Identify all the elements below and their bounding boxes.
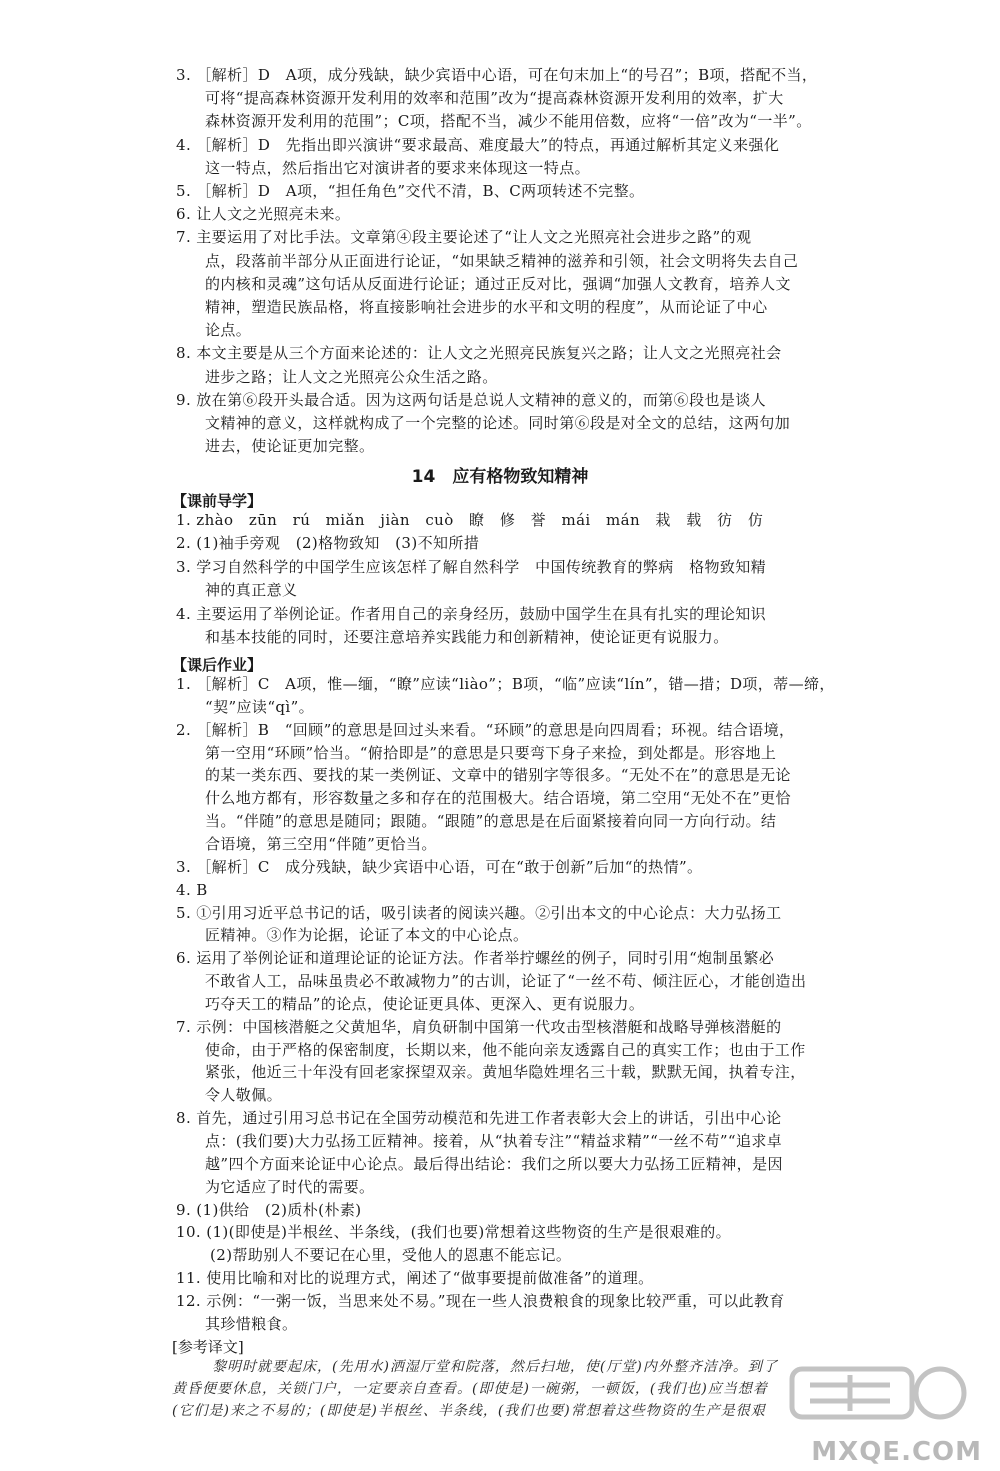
- text-line: (2)帮助别人不要记在心里，受他人的恩惠不能忘记。: [210, 1246, 572, 1265]
- text-line: 7. 主要运用了对比手法。文章第④段主要论述了“让人文之光照亮社会进步之路”的观: [176, 228, 752, 247]
- text-line: 合语境，第三空用“伴随”更恰当。: [205, 834, 437, 853]
- text-line: (它们是)来之不易的；(即使是)半根丝、半条线，(我们也要)常想着这些物资的生产是很艰: [172, 1403, 766, 1419]
- text-line: 匠精神。③作为论据，论证了本文的中心论点。: [205, 926, 529, 945]
- watermark-text: MXQE.COM: [811, 1437, 982, 1467]
- text-line: 文精神的意义，这样就构成了一个完整的论述。同时第⑥段是对全文的总结，这两句加: [205, 414, 791, 432]
- text-line: 3. 学习自然科学的中国学生应该怎样了解自然科学 中国传统教育的弊病 格物致知精: [176, 557, 767, 576]
- text-line: 当。“伴随”的意思是随同；跟随。“跟随”的意思是在后面紧接着向同一方向行动。结: [205, 812, 777, 831]
- text-line: 8. 首先，通过引用习总书记在全国劳动模范和先进工作者表彰大会上的讲话，引出中心论: [176, 1109, 782, 1128]
- text-line: 7. 示例：中国核潜艇之父黄旭华，肩负研制中国第一代攻击型核潜艇和战略导弹核潜艇的: [176, 1017, 782, 1036]
- text-line: 第一空用“环顾”恰当。“俯拾即是”的意思是只要弯下身子来捡，到处都是。形容地上: [205, 743, 777, 762]
- text-line: 4. 主要运用了举例论证。作者用自己的亲身经历，鼓励中国学生在具有扎实的理论知识: [176, 604, 767, 623]
- text-line: 黄昏便要休息，关锁门户，一定要亲自查看。(即使是)一碗粥，一顿饭，(我们也)应当想着: [172, 1381, 768, 1397]
- text-line: 4. B: [176, 880, 208, 899]
- text-line: “契”应读“qì”。: [205, 697, 315, 716]
- text-line: 不敢省人工，品味虽贵必不敢减物力”的古训，论证了“一丝不苟、倾注匠心，才能创造出: [205, 972, 807, 991]
- text-line: 点：(我们要)大力弘扬工匠精神。接着，从“执着专注”“精益求精”“一丝不苟”“追求卓: [205, 1132, 783, 1150]
- text-line: 可将“提高森林资源开发利用的效率和范围”改为“提高森林资源开发利用的效率，扩大: [205, 89, 784, 108]
- text-line: 9. (1)供给 (2)质朴(朴素): [176, 1200, 362, 1219]
- text-line: 这一特点，然后指出它对演讲者的要求来体现这一特点。: [205, 158, 591, 177]
- text-line: 越”四个方面来论证中心论点。最后得出结论：我们之所以要大力弘扬工匠精神，是因: [205, 1154, 783, 1173]
- text-line: 精神，塑造民族品格，将直接影响社会进步的水平和文明的程度”，从而论证了中心: [205, 298, 768, 316]
- text-line: 森林资源开发利用的范围”；C项，搭配不当，减少不能用倍数，应将“一倍”改为“一半”。: [205, 112, 812, 131]
- text-line: 巧夺天工的精品”的论点，使论证更具体、更深入、更有说服力。: [205, 994, 645, 1013]
- text-line: 2. (1)袖手旁观 (2)格物致知 (3)不知所措: [176, 534, 480, 553]
- text-line: 6. 让人文之光照亮未来。: [176, 205, 351, 224]
- text-line: 4. ［解析］D 先指出即兴演讲“要求最高、难度最大”的特点，再通过解析其定义来强化: [176, 135, 780, 154]
- text-line: 点，段落前半部分从正面进行论证，“如果缺乏精神的滋养和引领，社会文明将失去自己: [205, 251, 799, 270]
- pre-study-heading: 【课前导学】: [172, 492, 263, 510]
- text-line: 紧张，他近三十年没有回老家探望双亲。黄旭华隐姓埋名三十载，默默无闻，执着专注，: [205, 1063, 806, 1082]
- text-line: 进步之路；让人文之光照亮公众生活之路。: [205, 367, 498, 386]
- text-line: 进去，使论证更加完整。: [205, 437, 375, 456]
- text-line: 5. ①引用习近平总书记的话，吸引读者的阅读兴趣。②引出本文的中心论点：大力弘扬工: [176, 903, 782, 922]
- text-line: 令人敬佩。: [205, 1086, 283, 1105]
- text-line: 的内核和灵魂”这句话从反面进行论证；通过正反对比，强调“加强人文教育，培养人文: [205, 274, 791, 293]
- text-line: 黎明时就要起床，(先用水)洒湿厅堂和院落，然后扫地，使(厅堂)内外整齐洁净。到了: [212, 1359, 778, 1375]
- text-line: 6. 运用了举例论证和道理论证的论证方法。作者举拧螺丝的例子，同时引用“炮制虽繁必: [176, 949, 775, 968]
- text-line: 和基本技能的同时，还要注意培养实践能力和创新精神，使论证更有说服力。: [205, 628, 729, 646]
- text-line: 3. ［解析］D A项，成分残缺，缺少宾语中心语，可在句末加上“的号召”；B项，搭配不当，: [176, 66, 818, 84]
- text-line: 的某一类东西、要找的某一类例证、文章中的错别字等很多。“无处不在”的意思是无论: [205, 766, 791, 785]
- text-line: 1. ［解析］C A项，惟—缅，“瞭”应读“liào”；B项，“临”应读“lín”，错—措；D项，蒂—缔，: [176, 675, 835, 693]
- homework-heading: 【课后作业】: [172, 656, 263, 674]
- text-line: 2. ［解析］B “回顾”的意思是回过头来看。“环顾”的意思是向四周看；环视。结合语境，: [176, 720, 795, 739]
- text-line: 8. 本文主要是从三个方面来论述的：让人文之光照亮民族复兴之路；让人文之光照亮社会: [176, 344, 782, 363]
- reference-translation-heading: [参考译文]: [172, 1338, 244, 1356]
- lesson-title: 14 应有格物致知精神: [411, 467, 589, 487]
- text-line: 3. ［解析］C 成分残缺，缺少宾语中心语，可在“敢于创新”后加“的热情”。: [176, 857, 703, 876]
- text-line: 5. ［解析］D A项，“担任角色”交代不清，B、C两项转述不完整。: [176, 182, 645, 200]
- text-line: 9. 放在第⑥段开头最合适。因为这两句话是总说人文精神的意义的，而第⑥段也是谈人: [176, 390, 767, 409]
- text-line: 1. zhào zūn rú miǎn jiàn cuò 瞭 修 誉 mái mán 栽 载 彷 仿: [176, 511, 764, 529]
- text-line: 论点。: [205, 321, 252, 340]
- text-line: 使命，由于严格的保密制度，长期以来，他不能向亲友透露自己的真实工作；也由于工作: [205, 1040, 806, 1059]
- text-line: 什么地方都有，形容数量之多和存在的范围极大。结合语境，第二空用“无处不在”更恰: [205, 789, 791, 808]
- text-line: 11. 使用比喻和对比的说理方式，阐述了“做事要提前做准备”的道理。: [176, 1269, 654, 1288]
- text-line: 神的真正意义: [205, 581, 298, 600]
- text-line: 其珍惜粮食。: [205, 1314, 298, 1333]
- text-line: 12. 示例：“一粥一饭，当思来处不易。”现在一些人浪费粮食的现象比较严重，可以此教育: [176, 1291, 785, 1310]
- text-line: 为它适应了时代的需要。: [205, 1177, 375, 1196]
- text-line: 10. (1)(即使是)半根丝、半条线，(我们也要)常想着这些物资的生产是很艰难的。: [176, 1223, 732, 1242]
